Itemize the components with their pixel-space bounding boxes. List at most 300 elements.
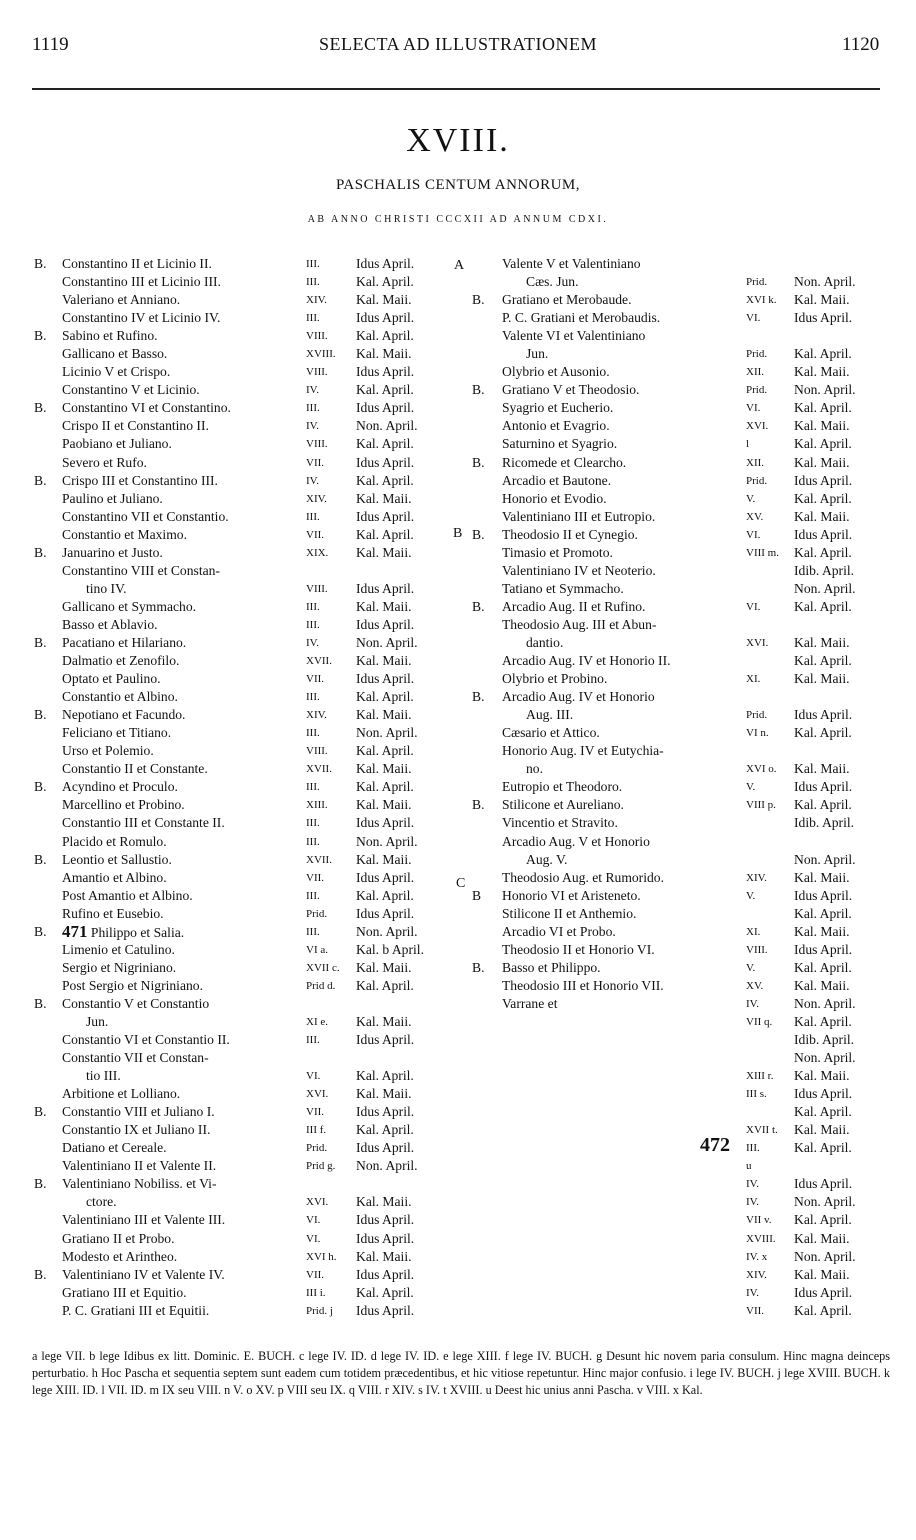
easter-date-cell: Idus April. <box>794 1284 853 1300</box>
header-rule <box>32 88 880 90</box>
consuls-text: Valentiniano III et Valente III. <box>62 1212 226 1228</box>
easter-date-cell: Idus April. <box>356 815 415 831</box>
easter-date-cell: Idus April. <box>356 310 415 326</box>
consuls-text: Saturnino et Syagrio. <box>502 436 618 452</box>
easter-date-cell: Kal. April. <box>356 382 414 398</box>
consuls-cell <box>502 742 742 760</box>
bissextile-marker: B. <box>472 382 485 398</box>
consuls-text: Constantino II et Licinio II. <box>62 256 212 271</box>
consuls-cell <box>62 1157 338 1175</box>
consuls-text: Theodosio III et Honorio VII. <box>502 977 664 993</box>
consuls-text: dantio. <box>526 634 564 650</box>
consuls-text: Paobiano et Juliano. <box>62 436 172 452</box>
consuls-cell <box>502 905 742 923</box>
table-row <box>472 796 888 814</box>
easter-date-cell: Kal. Maii. <box>794 1230 850 1246</box>
easter-date-cell: Idus April. <box>356 454 415 470</box>
consuls-cell <box>62 472 338 490</box>
consuls-cell <box>502 778 742 796</box>
easter-date-cell: Idus April. <box>356 508 415 524</box>
table-row <box>472 580 888 598</box>
page-number-right: 1120 <box>842 34 880 55</box>
luna-cell: III. <box>306 618 320 631</box>
easter-date-cell: Kal. April. <box>794 959 852 975</box>
luna-cell: VII. <box>306 1268 325 1281</box>
consuls-cell <box>502 544 742 562</box>
luna-cell: VIII. <box>306 745 328 758</box>
consuls-cell <box>502 923 742 941</box>
table-row <box>472 1121 888 1139</box>
easter-date-cell: Idus April. <box>794 310 853 326</box>
table-row <box>34 959 460 977</box>
table-row <box>34 1157 460 1175</box>
consuls-cell <box>62 1284 338 1302</box>
consuls-cell <box>62 363 338 381</box>
luna-cell: VI. <box>746 402 761 415</box>
table-row <box>34 1193 460 1211</box>
consuls-cell <box>502 399 742 417</box>
easter-date-cell: Kal. April. <box>356 1284 414 1300</box>
luna-cell: XVII c. <box>306 961 340 974</box>
luna-cell: XIV. <box>306 709 327 722</box>
table-row <box>34 869 460 887</box>
consuls-text: Stilicone II et Anthemio. <box>502 905 637 921</box>
easter-date-cell: Non. April. <box>794 580 856 596</box>
table-row <box>34 1103 460 1121</box>
luna-cell: XII. <box>746 366 765 379</box>
easter-date-cell: Idus April. <box>356 256 415 271</box>
easter-date-cell: Kal. Maii. <box>356 707 412 723</box>
easter-date-cell: Kal. Maii. <box>794 508 850 524</box>
consuls-cell <box>62 1266 338 1284</box>
consuls-cell <box>502 562 742 580</box>
bissextile-marker: B. <box>34 400 47 416</box>
luna-cell: Prid. <box>746 474 768 487</box>
easter-date-cell: Kal. April. <box>356 779 414 795</box>
easter-date-cell: Non. April. <box>794 1050 856 1066</box>
consuls-cell <box>62 255 338 273</box>
table-row <box>34 814 460 832</box>
consuls-text: Theodosio Aug. et Rumorido. <box>502 869 664 885</box>
luna-cell: VIII. <box>306 582 328 595</box>
consuls-text: Januarino et Justo. <box>62 544 163 560</box>
luna-cell: XVII t. <box>746 1124 778 1137</box>
luna-cell: XIII. <box>306 799 328 812</box>
table-row <box>34 309 460 327</box>
consuls-text: Constantio VIII et Juliano I. <box>62 1104 215 1120</box>
easter-date-cell: Non. April. <box>794 851 856 867</box>
bissextile-marker: B <box>472 887 482 903</box>
easter-date-cell: Kal. Maii. <box>794 634 850 650</box>
consuls-text: Sergio et Nigriniano. <box>62 959 177 975</box>
bissextile-marker: B. <box>472 959 485 975</box>
consuls-text: Severo et Rufo. <box>62 454 147 470</box>
bissextile-marker: B. <box>34 1176 47 1192</box>
consuls-cell <box>502 435 742 453</box>
consuls-text: Eutropio et Theodoro. <box>502 779 623 795</box>
consuls-text: Olybrio et Ausonio. <box>502 364 610 380</box>
consuls-cell <box>502 598 742 616</box>
luna-cell: XVIII. <box>746 1232 776 1245</box>
luna-cell: III. <box>306 727 320 740</box>
consuls-text: Theodosio II et Honorio VI. <box>502 941 655 957</box>
consuls-text: Gratiano III et Equitio. <box>62 1284 187 1300</box>
consuls-cell <box>502 309 742 327</box>
luna-cell: VI. <box>746 312 761 325</box>
easter-date-cell: Non. April. <box>794 1248 856 1264</box>
luna-cell: III. <box>306 312 320 325</box>
table-row <box>34 417 460 435</box>
luna-cell: VI. <box>306 1070 321 1083</box>
table-row <box>34 291 460 309</box>
luna-cell: XIV. <box>306 492 327 505</box>
table-row <box>472 417 888 435</box>
easter-date-cell: Kal. April. <box>794 346 852 362</box>
consuls-text: Licinio V et Crispo. <box>62 364 171 380</box>
easter-date-cell: Kal. Maii. <box>794 761 850 777</box>
consuls-cell <box>62 291 338 309</box>
easter-date-cell: Non. April. <box>794 1194 856 1210</box>
luna-cell: III. <box>306 817 320 830</box>
luna-cell: III f. <box>306 1124 327 1137</box>
consuls-text: Paulino et Juliano. <box>62 490 163 506</box>
consuls-text: Constantino VIII et Constan- <box>62 562 220 578</box>
consuls-cell <box>62 742 338 760</box>
table-row <box>34 616 460 634</box>
easter-date-cell: Kal. April. <box>356 1068 414 1084</box>
table-row <box>472 670 888 688</box>
table-row <box>472 508 888 526</box>
table-row <box>34 796 460 814</box>
consuls-text: Theodosio Aug. III et Abun- <box>502 616 657 632</box>
luna-cell: XIX. <box>306 546 329 559</box>
luna-cell: III. <box>306 1034 320 1047</box>
consuls-text: Cæsario et Attico. <box>502 725 600 741</box>
page-marker: 471 <box>62 922 88 941</box>
consuls-text: Constantino V et Licinio. <box>62 382 200 398</box>
consuls-text: Valentiniano III et Eutropio. <box>502 508 656 524</box>
consuls-cell <box>62 887 338 905</box>
table-row <box>34 851 460 869</box>
easter-date-cell: Kal. April. <box>356 1122 414 1138</box>
consuls-cell <box>502 508 742 526</box>
consuls-cell <box>62 273 338 291</box>
easter-date-cell: Kal. Maii. <box>356 761 412 777</box>
consuls-text: tio III. <box>86 1068 121 1084</box>
table-row <box>34 580 460 598</box>
consuls-text: Modesto et Arintheo. <box>62 1248 178 1264</box>
easter-date-cell: Kal. April. <box>794 1212 852 1228</box>
easter-date-cell: Kal. Maii. <box>794 923 850 939</box>
bissextile-marker: B. <box>472 797 485 813</box>
table-row <box>34 1284 460 1302</box>
luna-cell: VIII. <box>306 438 328 451</box>
consuls-text: no. <box>526 761 543 777</box>
consuls-text: Valentiniano II et Valente II. <box>62 1158 217 1174</box>
easter-date-cell: Non. April. <box>356 923 418 939</box>
table-row <box>34 760 460 778</box>
luna-cell: III. <box>306 600 320 613</box>
consuls-cell <box>62 869 338 887</box>
footnotes: a lege VII. b lege Idibus ex litt. Dominic. E. BUCH. c lege IV. ID. d lege IV. ID. e lege XIII. f lege IV. BUCH. g Desunt hic novem paria consulum. Hinc magna deinceps perturbatio. h Hoc Pascha et sequentia septem sunt eadem cum totidem præcedentibus, et hic vitiose repetuntur. Hinc major confusio. i lege IV. BUCH. j lege XVIII. BUCH. k lege XIII. ID. l VII. ID. m IX seu VIII. n V. o XV. p VIII seu IX. q VIII. r XIV. s IV. t XVIII. u Deest hic unius anni Pascha. v VIII. x Kal. <box>32 1349 890 1397</box>
table-row <box>34 995 460 1013</box>
table-row <box>472 851 888 869</box>
easter-date-cell: Kal. Maii. <box>356 851 412 867</box>
luna-cell: V. <box>746 961 756 974</box>
easter-date-cell: Kal. April. <box>794 725 852 741</box>
consuls-text: Optato et Paulino. <box>62 671 161 687</box>
easter-date-cell: Idus April. <box>356 1302 415 1318</box>
table-row <box>472 1193 888 1211</box>
page-number-left: 1119 <box>32 34 69 55</box>
luna-cell: VIII. <box>306 330 328 343</box>
table-row <box>472 598 888 616</box>
consuls-text: Constantio II et Constante. <box>62 761 208 777</box>
luna-cell: VI. <box>306 1232 321 1245</box>
bissextile-marker: B. <box>34 779 47 795</box>
table-row <box>34 742 460 760</box>
consuls-text: Honorio et Evodio. <box>502 490 607 506</box>
consuls-cell <box>502 363 742 381</box>
table-row <box>34 1085 460 1103</box>
table-row <box>472 688 888 706</box>
table-row <box>472 381 888 399</box>
consuls-text: Arcadio Aug. II et Rufino. <box>502 598 646 614</box>
luna-cell: XII. <box>746 456 765 469</box>
luna-cell: XVII. <box>306 655 332 668</box>
consuls-cell <box>502 291 742 309</box>
bissextile-marker: B. <box>34 851 47 867</box>
luna-cell: XI. <box>746 673 761 686</box>
luna-cell: IV. <box>306 474 319 487</box>
consuls-cell <box>62 616 338 634</box>
luna-cell: III. <box>306 402 320 415</box>
consuls-cell <box>62 923 338 942</box>
margin-letter-b: B <box>453 526 463 541</box>
luna-cell: III. <box>746 1142 760 1155</box>
consuls-cell <box>62 327 338 345</box>
table-row <box>34 1266 460 1284</box>
consuls-cell <box>502 977 742 995</box>
consuls-text: Dalmatio et Zenofilo. <box>62 653 180 669</box>
consuls-cell <box>502 652 742 670</box>
easter-date-cell: Kal. April. <box>356 328 414 344</box>
consuls-cell <box>62 796 338 814</box>
table-row <box>34 778 460 796</box>
luna-cell: XVI. <box>746 420 769 433</box>
consuls-cell <box>62 833 338 851</box>
consuls-cell <box>502 706 742 724</box>
consuls-text: Constantino VII et Constantio. <box>62 508 229 524</box>
table-row <box>34 1031 460 1049</box>
bissextile-marker: B. <box>472 454 485 470</box>
bissextile-marker: B. <box>472 689 485 705</box>
consuls-cell <box>62 526 338 544</box>
consuls-cell <box>502 490 742 508</box>
easter-date-cell: Non. April. <box>356 725 418 741</box>
table-row <box>472 309 888 327</box>
easter-date-cell: Kal. April. <box>794 1013 852 1029</box>
easter-date-cell: Kal. Maii. <box>356 346 412 362</box>
consuls-text: Valentiniano IV et Neoterio. <box>502 562 656 578</box>
table-row <box>34 454 460 472</box>
consuls-text: Nepotiano et Facundo. <box>62 707 186 723</box>
table-row <box>34 706 460 724</box>
luna-cell: III i. <box>306 1286 326 1299</box>
table-row <box>34 526 463 544</box>
consuls-cell <box>62 814 338 832</box>
consuls-text: Valentiniano Nobiliss. et Vi- <box>62 1176 217 1192</box>
section-number: XVIII. <box>406 122 510 159</box>
margin-letter-c: C <box>456 876 466 891</box>
consuls-text: Constantio IX et Juliano II. <box>62 1122 211 1138</box>
table-row <box>34 399 460 417</box>
luna-cell: III. <box>306 510 320 523</box>
consuls-cell <box>62 1103 338 1121</box>
consuls-cell <box>62 995 338 1013</box>
margin-letter-a: A <box>454 258 465 273</box>
table-row <box>34 490 460 508</box>
consuls-text: Constantio VI et Constantio II. <box>62 1032 230 1048</box>
consuls-text: Arcadio Aug. IV et Honorio II. <box>502 653 671 669</box>
luna-cell: VII. <box>306 871 325 884</box>
table-row <box>472 1049 888 1067</box>
consuls-cell <box>62 1248 338 1266</box>
table-row <box>34 1248 460 1266</box>
table-row <box>472 634 888 652</box>
table-row <box>472 887 888 905</box>
easter-date-cell: Kal. Maii. <box>356 490 412 506</box>
easter-date-cell: Kal. Maii. <box>794 418 850 434</box>
easter-date-cell: Kal. April. <box>794 490 852 506</box>
easter-date-cell: Kal. April. <box>356 743 414 759</box>
consuls-text: Constantio III et Constante II. <box>62 815 225 831</box>
bissextile-marker: B. <box>472 526 485 542</box>
consuls-text: Sabino et Rufino. <box>62 328 158 344</box>
table-row <box>472 1139 888 1157</box>
table-row <box>472 724 888 742</box>
easter-date-cell: Idus April. <box>356 364 415 380</box>
easter-date-cell: Idus April. <box>794 707 853 723</box>
luna-cell: VII. <box>306 1106 325 1119</box>
luna-cell: Prid. <box>306 1142 328 1155</box>
consuls-cell <box>62 454 338 472</box>
luna-cell: VI n. <box>746 727 769 740</box>
consuls-text: Varrane et <box>502 995 558 1011</box>
table-row <box>472 1266 888 1284</box>
consuls-text: Constantio V et Constantio <box>62 995 210 1011</box>
luna-cell: VII. <box>306 528 325 541</box>
luna-cell: VII q. <box>746 1015 773 1028</box>
luna-cell: VI. <box>746 600 761 613</box>
easter-date-cell: Idus April. <box>356 1032 415 1048</box>
consuls-text: P. C. Gratiani III et Equitii. <box>62 1302 210 1318</box>
consuls-cell <box>62 941 338 959</box>
luna-cell: XVII. <box>306 853 332 866</box>
consuls-cell <box>62 345 338 363</box>
easter-date-cell: Kal. April. <box>356 472 414 488</box>
bissextile-marker: B. <box>472 598 485 614</box>
consuls-cell <box>502 724 742 742</box>
consuls-text: Marcellino et Probino. <box>62 797 185 813</box>
consuls-text: Post Amantio et Albino. <box>62 887 193 903</box>
table-row <box>472 833 888 851</box>
consuls-cell <box>62 688 338 706</box>
easter-date-cell: Kal. Maii. <box>356 1086 412 1102</box>
table-row <box>34 1121 460 1139</box>
table-row <box>472 742 888 760</box>
easter-date-cell: Kal. Maii. <box>356 653 412 669</box>
table-row <box>472 255 888 273</box>
consuls-cell <box>62 562 338 580</box>
consuls-cell <box>62 1067 338 1085</box>
consuls-cell <box>62 977 338 995</box>
consuls-text: Constantino VI et Constantino. <box>62 400 231 416</box>
consuls-text: Stilicone et Aureliano. <box>502 797 624 813</box>
table-row <box>34 363 460 381</box>
consuls-cell <box>62 1230 338 1248</box>
table-row <box>472 454 888 472</box>
luna-cell: V. <box>746 889 756 902</box>
table-row <box>472 1013 888 1031</box>
easter-date-cell: Idus April. <box>356 580 415 596</box>
table-row <box>472 490 888 508</box>
consuls-text: Rufino et Eusebio. <box>62 905 164 921</box>
consuls-cell <box>62 1175 338 1193</box>
consuls-cell <box>502 255 742 273</box>
consuls-cell <box>62 544 338 562</box>
consuls-cell <box>502 851 742 869</box>
table-row <box>472 435 888 453</box>
table-row <box>34 1175 460 1193</box>
table-row <box>472 526 888 544</box>
consuls-text: Gallicano et Basso. <box>62 346 168 362</box>
luna-cell: IV. <box>306 420 319 433</box>
consuls-text: Placido et Romulo. <box>62 833 167 849</box>
table-row <box>34 1230 460 1248</box>
consuls-cell <box>502 814 742 832</box>
table-row <box>34 1139 460 1157</box>
table-row <box>34 327 460 345</box>
table-row <box>34 923 460 941</box>
table-row <box>472 1067 888 1085</box>
easter-date-cell: Idus April. <box>794 472 853 488</box>
easter-date-cell: Kal. Maii. <box>794 454 850 470</box>
consuls-cell <box>62 706 338 724</box>
consuls-cell <box>502 833 742 851</box>
table-row <box>34 905 460 923</box>
luna-cell: IV. x <box>746 1250 768 1263</box>
easter-date-cell: Kal. Maii. <box>794 977 850 993</box>
table-row <box>472 1248 888 1266</box>
table-row <box>472 652 888 670</box>
consuls-text: Valentiniano IV et Valente IV. <box>62 1266 225 1282</box>
table-row <box>472 1157 888 1175</box>
easter-date-cell: Non. April. <box>356 1158 418 1174</box>
consuls-cell <box>62 1013 338 1031</box>
section-subtitle: AB ANNO CHRISTI CCCXII AD ANNUM CDXI. <box>307 214 609 225</box>
bissextile-marker: B. <box>34 1266 47 1282</box>
consuls-text: Vincentio et Stravito. <box>502 815 618 831</box>
luna-cell: VI a. <box>306 943 328 956</box>
consuls-cell <box>62 1302 338 1320</box>
consuls-text: P. C. Gratiani et Merobaudis. <box>502 310 661 326</box>
luna-cell: XIV. <box>306 294 327 307</box>
consuls-cell <box>502 472 742 490</box>
easter-date-cell: Idib. April. <box>794 1032 855 1048</box>
consuls-cell <box>62 508 338 526</box>
easter-date-cell: Non. April. <box>356 833 418 849</box>
